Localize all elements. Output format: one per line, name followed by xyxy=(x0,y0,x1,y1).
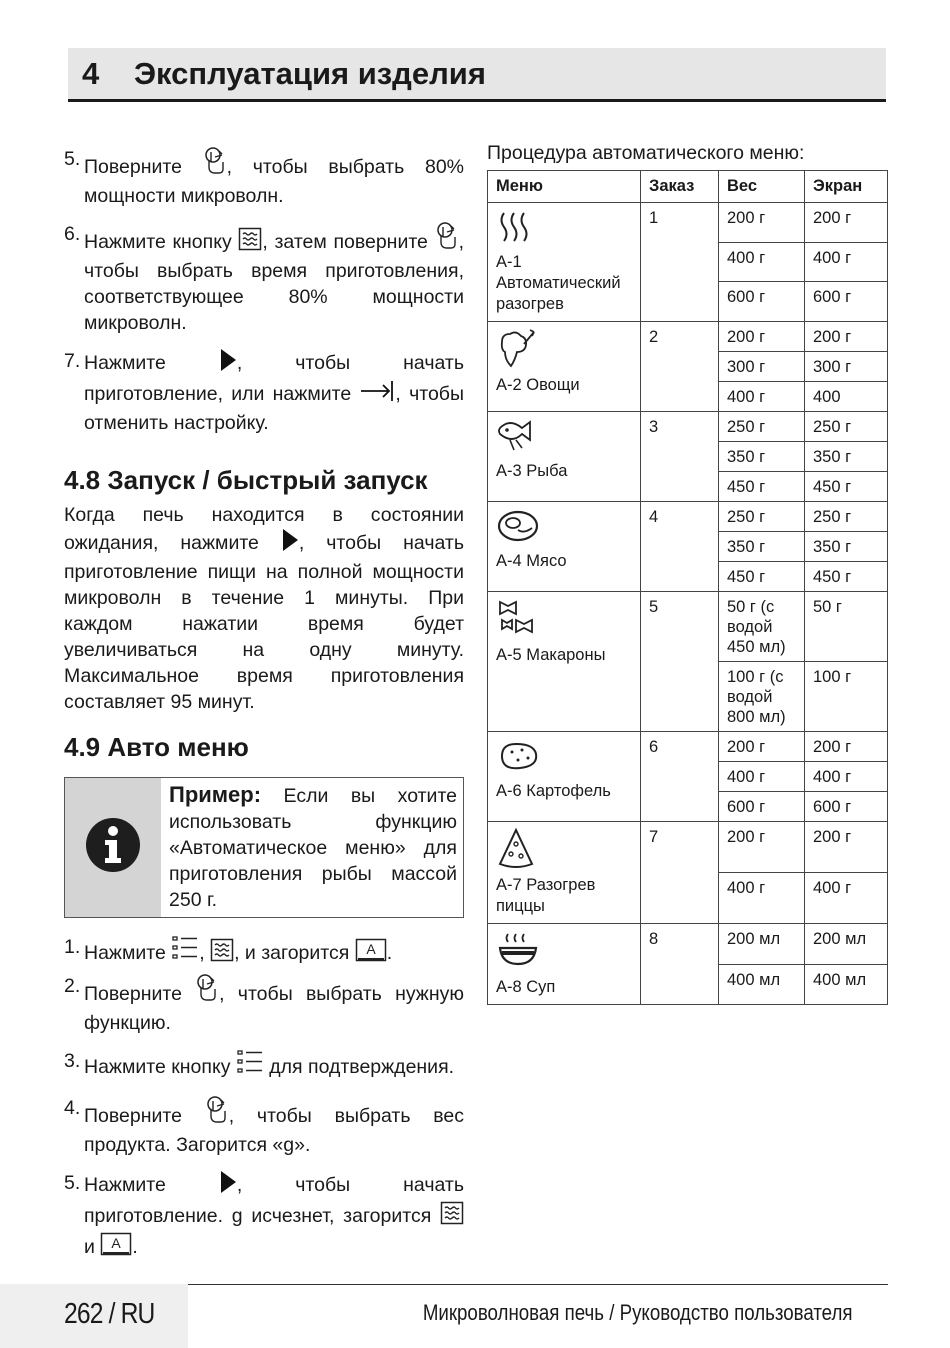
footer-title: Микроволновая печь / Руководство пользователя xyxy=(422,1300,852,1325)
display-cell: 250 г xyxy=(805,412,888,442)
display-cell: 300 г xyxy=(805,352,888,382)
order-cell: 2 xyxy=(641,322,719,412)
order-cell: 1 xyxy=(641,203,719,322)
weight-cell: 350 г xyxy=(719,442,805,472)
menu-cell xyxy=(488,203,641,322)
weight-cell: 100 г (с водой 800 мл) xyxy=(719,662,805,732)
info-note xyxy=(64,777,464,918)
order-cell: 6 xyxy=(641,732,719,822)
menu-label: A-6 Картофель xyxy=(496,782,611,800)
chapter-number: 4 xyxy=(82,56,100,91)
microwave-power-icon xyxy=(238,227,262,258)
display-cell: 600 г xyxy=(805,792,888,822)
left-column xyxy=(64,146,464,1275)
display-cell: 200 г xyxy=(805,322,888,352)
start-icon xyxy=(219,1170,237,1201)
menu-cell xyxy=(488,924,641,1005)
header-order: Заказ xyxy=(641,171,719,203)
display-cell: 200 г xyxy=(805,732,888,762)
header-weight: Вес xyxy=(719,171,805,203)
step-5: 5. Поверните , чтобы выбрать 80% мощности микроволн. xyxy=(64,148,464,207)
menu-label: A-1 Автоматический разогрев xyxy=(496,253,621,313)
weight-cell: 400 г xyxy=(719,873,805,924)
table-row xyxy=(488,502,888,532)
pasta-icon xyxy=(496,598,632,643)
order-cell: 3 xyxy=(641,412,719,502)
vegetables-icon xyxy=(496,328,632,373)
weight-cell: 600 г xyxy=(719,792,805,822)
table-row xyxy=(488,322,888,352)
display-cell: 400 г xyxy=(805,762,888,792)
order-cell: 8 xyxy=(641,924,719,1005)
auto-menu-icon xyxy=(171,934,199,969)
weight-cell: 450 г xyxy=(719,472,805,502)
page-number: 262 / RU xyxy=(64,1298,155,1330)
display-cell: 200 г xyxy=(805,203,888,243)
svg-text:A: A xyxy=(111,1235,121,1251)
weight-cell: 200 г xyxy=(719,203,805,243)
display-cell: 400 г xyxy=(805,242,888,282)
fish-icon xyxy=(496,418,632,459)
display-cell: 350 г xyxy=(805,442,888,472)
start-icon xyxy=(281,528,299,559)
page-number-box xyxy=(0,1284,188,1348)
auto-menu-icon xyxy=(236,1048,264,1083)
auto-step-3: 3. Нажмите кнопку для подтверждения. xyxy=(64,1048,464,1083)
auto-display-icon xyxy=(355,938,387,969)
info-note-side xyxy=(65,778,161,917)
chapter-header xyxy=(68,48,886,102)
chapter-title: Эксплуатация изделия xyxy=(134,56,486,91)
section-4-9-title: 4.9 Авто меню xyxy=(64,732,249,762)
weight-cell: 350 г xyxy=(719,532,805,562)
menu-label: A-7 Разогрев пиццы xyxy=(496,876,596,915)
order-cell: 5 xyxy=(641,592,719,732)
display-cell: 200 г xyxy=(805,822,888,873)
info-note-text: Пример: Если вы хотите использовать функцию «Автоматическое меню» для приготовления рыбы массой 250 г. xyxy=(169,782,457,911)
menu-cell xyxy=(488,502,641,592)
display-cell: 50 г xyxy=(805,592,888,662)
menu-cell xyxy=(488,732,641,822)
knob-icon xyxy=(205,1095,229,1132)
display-cell: 400 мл xyxy=(805,964,888,1005)
auto-step-1: 1. Нажмите , , и загорится A . xyxy=(64,934,464,969)
auto-menu-table xyxy=(487,170,888,1005)
step-7: 7. Нажмите , чтобы начать приготовление, или нажмите , чтобы отменить настройку. xyxy=(64,350,464,434)
table-row xyxy=(488,822,888,873)
table-caption: Процедура автоматического меню: xyxy=(487,142,805,164)
weight-cell: 400 г xyxy=(719,242,805,282)
menu-label: A-5 Макароны xyxy=(496,646,606,664)
header-display: Экран xyxy=(805,171,888,203)
footer-rule xyxy=(188,1284,888,1285)
knob-icon xyxy=(195,973,219,1010)
weight-cell: 300 г xyxy=(719,352,805,382)
auto-step-4: 4. Поверните , чтобы выбрать вес продукта. Загорится «g». xyxy=(64,1097,465,1156)
header-menu: Меню xyxy=(488,171,641,203)
section-4-8-text: Когда печь находится в состоянии ожидания, нажмите , чтобы начать приготовление пищи на полной мощности микроволн в течение 1 минуты. При каждом нажатии время будет увеличиваться на одну минуту. Максимальное время приготовления составляет 95 минут. xyxy=(64,504,464,713)
display-cell: 400 г xyxy=(805,873,888,924)
auto-step-2: 2. Поверните , чтобы выбрать нужную функцию. xyxy=(64,975,464,1034)
auto-step-5: 5. Нажмите , чтобы начать приготовление. g исчезнет, загорится и A . xyxy=(64,1170,464,1263)
table-body xyxy=(488,203,888,1005)
display-cell: 350 г xyxy=(805,532,888,562)
weight-cell: 250 г xyxy=(719,502,805,532)
weight-cell: 450 г xyxy=(719,562,805,592)
menu-cell xyxy=(488,322,641,412)
display-cell: 600 г xyxy=(805,282,888,322)
weight-cell: 200 мл xyxy=(719,924,805,965)
menu-label: A-8 Суп xyxy=(496,978,556,996)
display-cell: 200 мл xyxy=(805,924,888,965)
reheat-icon xyxy=(496,209,632,250)
menu-cell xyxy=(488,822,641,924)
pizza-icon xyxy=(496,828,632,873)
knob-icon xyxy=(203,146,227,183)
display-cell: 400 xyxy=(805,382,888,412)
display-cell: 450 г xyxy=(805,562,888,592)
info-icon xyxy=(84,816,142,879)
menu-label: A-3 Рыба xyxy=(496,462,568,480)
weight-cell: 400 г xyxy=(719,762,805,792)
weight-cell: 200 г xyxy=(719,822,805,873)
right-column xyxy=(487,140,887,1005)
order-cell: 4 xyxy=(641,502,719,592)
stop-cancel-icon xyxy=(359,379,395,410)
weight-cell: 50 г (с водой 450 мл) xyxy=(719,592,805,662)
svg-text:A: A xyxy=(366,941,376,957)
display-cell: 450 г xyxy=(805,472,888,502)
knob-icon xyxy=(435,221,459,258)
start-icon xyxy=(219,348,237,379)
soup-icon xyxy=(496,930,632,975)
table-row xyxy=(488,592,888,662)
microwave-power-icon xyxy=(440,1201,464,1232)
menu-cell xyxy=(488,412,641,502)
display-cell: 100 г xyxy=(805,662,888,732)
weight-cell: 250 г xyxy=(719,412,805,442)
table-header-row xyxy=(488,171,888,203)
table-row xyxy=(488,732,888,762)
menu-cell xyxy=(488,592,641,732)
table-row xyxy=(488,924,888,965)
menu-label: A-2 Овощи xyxy=(496,376,580,394)
weight-cell: 400 мл xyxy=(719,964,805,1005)
auto-display-icon xyxy=(100,1232,132,1263)
table-row xyxy=(488,412,888,442)
table-row xyxy=(488,203,888,243)
potato-icon xyxy=(496,738,632,779)
display-cell: 250 г xyxy=(805,502,888,532)
order-cell: 7 xyxy=(641,822,719,924)
meat-icon xyxy=(496,508,632,549)
step-6: 6. Нажмите кнопку , затем поверните , чтобы выбрать время приготовления, соответствующее 80% мощности микроволн. xyxy=(64,223,464,334)
weight-cell: 200 г xyxy=(719,732,805,762)
menu-label: A-4 Мясо xyxy=(496,552,567,570)
section-4-8-title: 4.8 Запуск / быстрый запуск xyxy=(64,465,428,495)
microwave-power-icon xyxy=(210,938,234,969)
weight-cell: 200 г xyxy=(719,322,805,352)
weight-cell: 400 г xyxy=(719,382,805,412)
weight-cell: 600 г xyxy=(719,282,805,322)
